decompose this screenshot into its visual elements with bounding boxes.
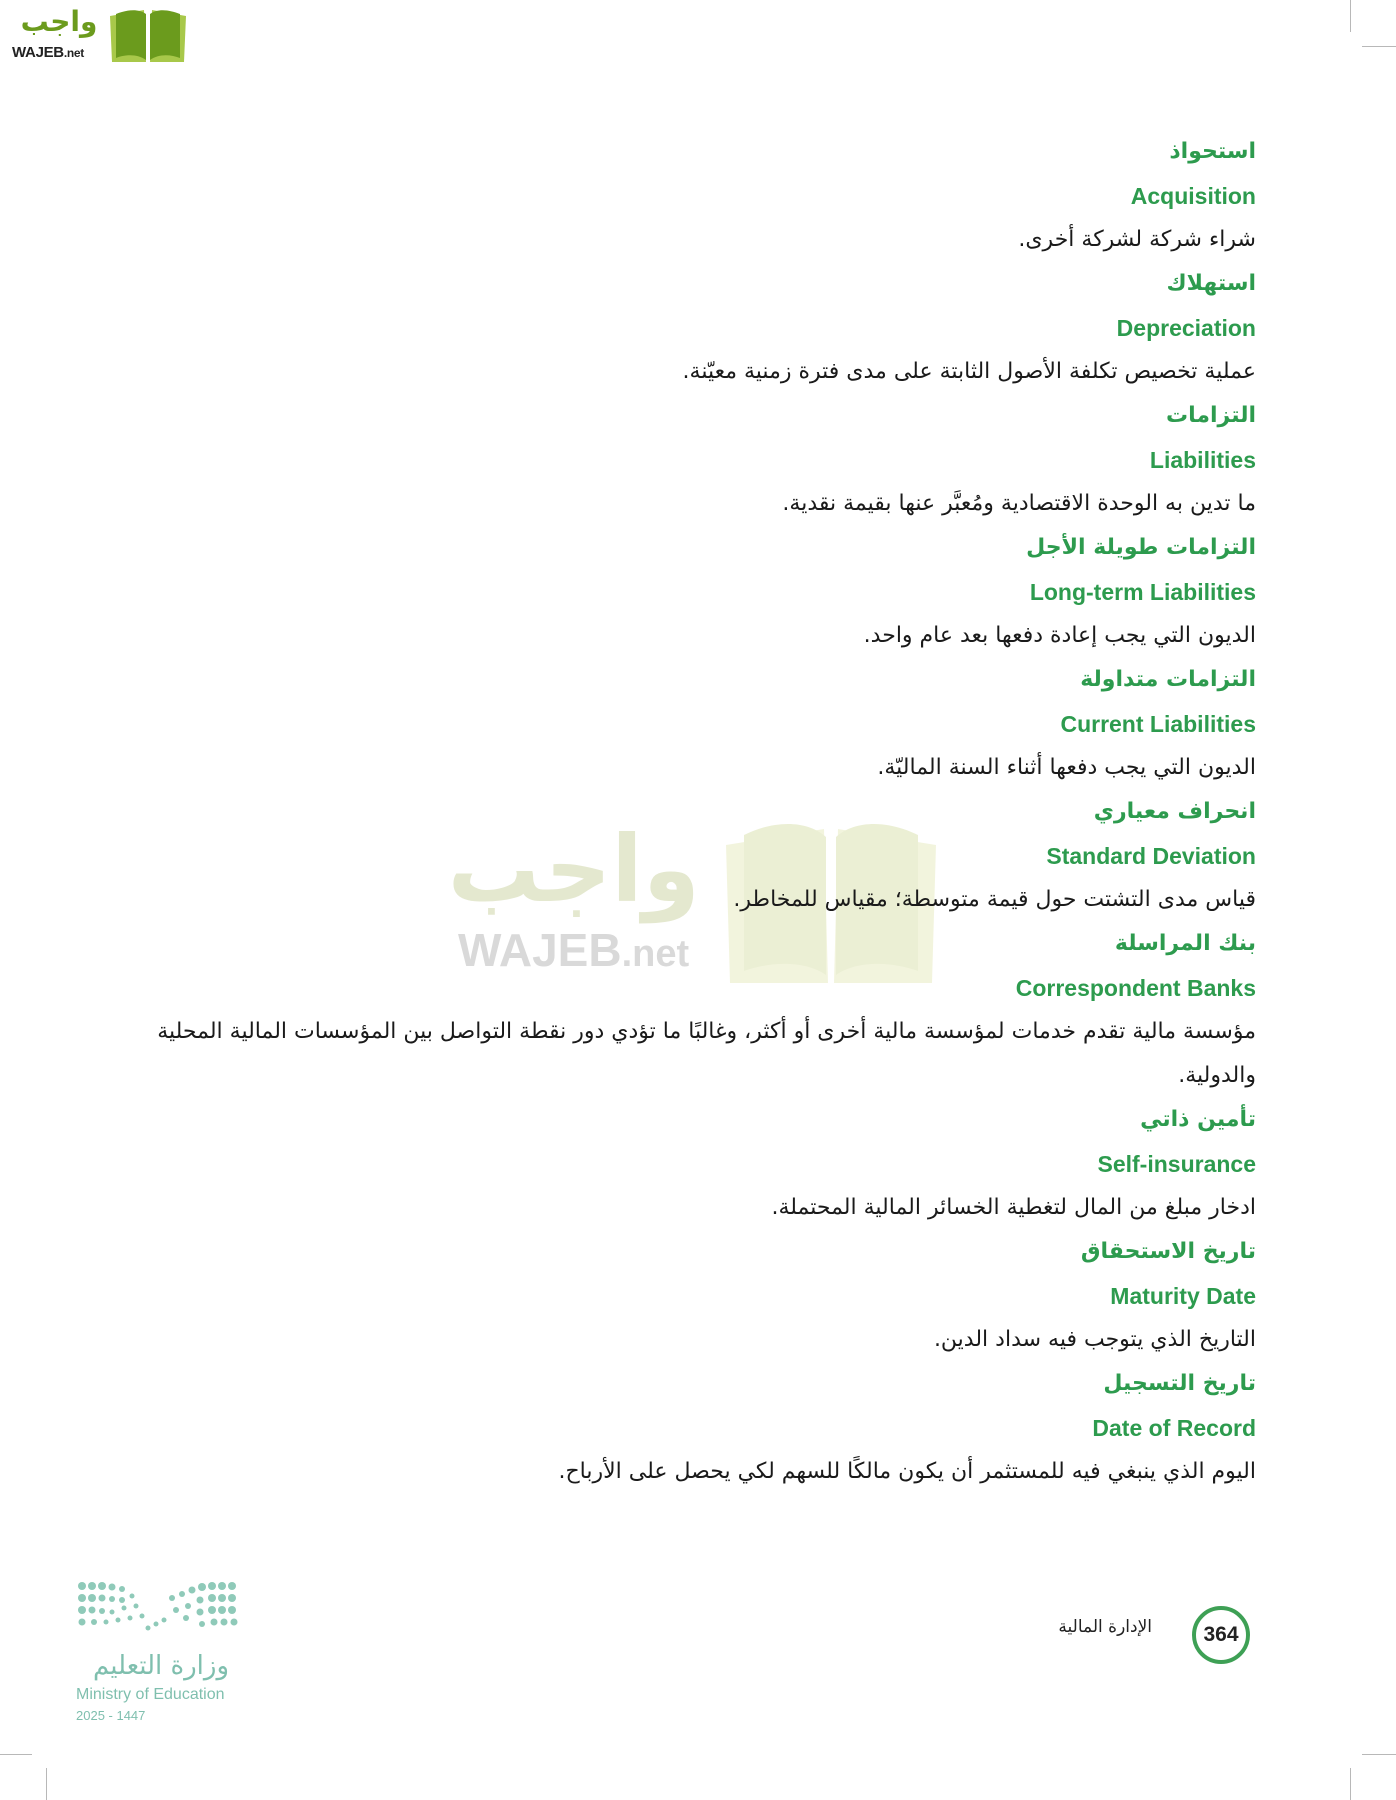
ministry-arabic-name: وزارة التعليم [92, 1651, 230, 1681]
term-definition: عملية تخصيص تكلفة الأصول الثابتة على مدى فترة زمنية معيّنة. [682, 359, 1256, 384]
arabic-term: استهلاك [1166, 271, 1256, 296]
arabic-term: بنك المراسلة [1114, 931, 1256, 956]
glossary-entry [156, 1362, 1256, 1494]
term-definition: اليوم الذي ينبغي فيه للمستثمر أن يكون مالكًا للسهم لكي يحصل على الأرباح. [558, 1459, 1256, 1484]
english-term: Acquisition [1130, 183, 1256, 209]
english-term: Long-term Liabilities [1029, 579, 1256, 605]
glossary-entry [156, 790, 1256, 922]
ministry-logo [76, 1578, 256, 1728]
arabic-term: التزامات متداولة [1080, 667, 1256, 692]
glossary-entry [156, 658, 1256, 790]
running-title: الإدارة المالية [1058, 1617, 1152, 1637]
glossary-entry [156, 526, 1256, 658]
term-definition: قياس مدى التشتت حول قيمة متوسطة؛ مقياس للمخاطر. [733, 887, 1256, 912]
english-term: Liabilities [1149, 447, 1256, 473]
crop-mark-bottom-right-vertical [1350, 1768, 1351, 1800]
arabic-term: تاريخ التسجيل [1103, 1371, 1256, 1396]
ministry-dots-icon [76, 1578, 246, 1638]
english-term: Correspondent Banks [1015, 975, 1256, 1001]
crop-mark-bottom-right-horizontal [1362, 1754, 1396, 1755]
glossary-entry [156, 922, 1256, 1098]
english-term: Current Liabilities [1060, 711, 1256, 737]
glossary-entry [156, 394, 1256, 526]
ministry-english-name: Ministry of Education [76, 1686, 225, 1703]
glossary-entry [156, 1098, 1256, 1230]
term-definition: ادخار مبلغ من المال لتغطية الخسائر المالية المحتملة. [771, 1195, 1256, 1220]
arabic-term: التزامات [1166, 403, 1256, 428]
arabic-term: استحواذ [1169, 139, 1256, 164]
english-term: Maturity Date [1110, 1283, 1256, 1309]
english-term: Depreciation [1116, 315, 1256, 341]
glossary [156, 130, 1256, 1494]
watermark-latin-main: WAJEB [458, 924, 622, 976]
term-definition: الديون التي يجب إعادة دفعها بعد عام واحد. [863, 623, 1256, 648]
term-definition: الديون التي يجب دفعها أثناء السنة الماليّة. [877, 755, 1256, 780]
page-number: 364 [1192, 1606, 1250, 1664]
english-term: Standard Deviation [1046, 843, 1256, 869]
arabic-term: انحراف معياري [1093, 799, 1256, 824]
crop-mark-top-right-vertical [1350, 0, 1351, 32]
ministry-year: 2025 - 1447 [76, 1708, 146, 1723]
english-term: Self-insurance [1097, 1151, 1256, 1177]
crop-mark-top-right-horizontal [1362, 46, 1396, 47]
english-term: Date of Record [1092, 1415, 1256, 1441]
term-definition: مؤسسة مالية تقدم خدمات لمؤسسة مالية أخرى أو أكثر، وغالبًا ما تؤدي دور نقطة التواصل بين المؤسسات المالية المحلية والدولية. [157, 1019, 1256, 1088]
term-definition: ما تدين به الوحدة الاقتصادية ومُعبَّر عنها بقيمة نقدية. [782, 491, 1256, 516]
term-definition: شراء شركة لشركة أخرى. [1018, 227, 1256, 252]
glossary-entry [156, 130, 1256, 262]
term-definition: التاريخ الذي يتوجب فيه سداد الدين. [933, 1327, 1256, 1352]
logo-arabic-text: واجب [20, 5, 98, 38]
wajeb-logo[interactable] [10, 6, 190, 66]
watermark-latin-suffix: .net [621, 933, 690, 975]
watermark-arabic-text: واجب [447, 816, 700, 923]
arabic-term: التزامات طويلة الأجل [1026, 535, 1256, 560]
glossary-entry [156, 1230, 1256, 1362]
logo-latin-text [12, 44, 84, 61]
logo-latin-suffix: .net [63, 46, 84, 60]
glossary-entry [156, 262, 1256, 394]
crop-mark-bottom-left-horizontal [0, 1754, 32, 1755]
logo-latin-main: WAJEB [12, 44, 64, 61]
book-icon [106, 6, 190, 64]
arabic-term: تاريخ الاستحقاق [1080, 1239, 1256, 1264]
crop-mark-bottom-left-vertical [46, 1768, 47, 1800]
arabic-term: تأمين ذاتي [1140, 1107, 1256, 1132]
